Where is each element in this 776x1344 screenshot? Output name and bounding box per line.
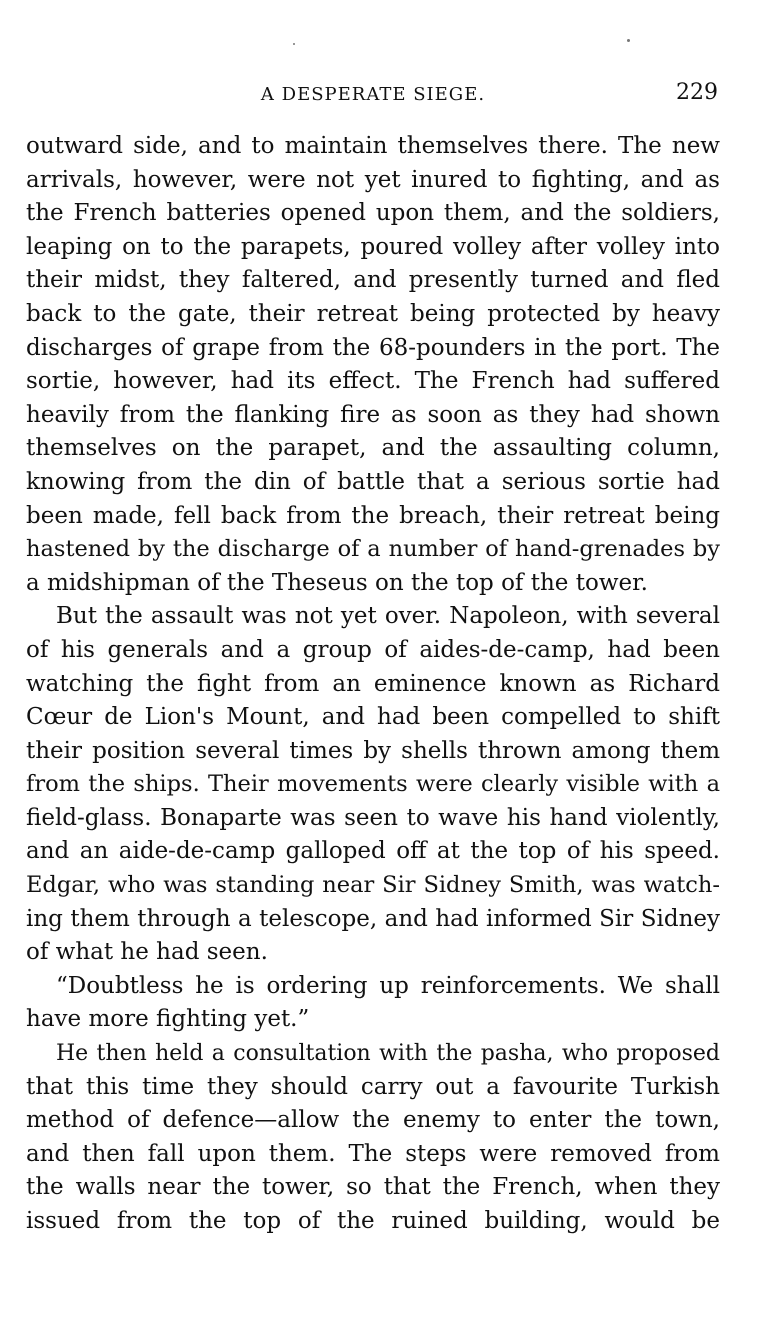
text-line: He then held a consultation with the pasha, who proposed [56, 1041, 720, 1067]
text-line: knowing from the din of battle that a serious sortie had [26, 468, 720, 495]
text-line: field-glass. Bonaparte was seen to wave his hand violently, [26, 804, 720, 831]
text-line: of his generals and a group of aides-de-camp, had been [26, 636, 720, 663]
text-line: Edgar, who was standing near Sir Sidney Smith, was watch- [26, 872, 720, 899]
print-speck [293, 43, 295, 45]
print-speck [627, 39, 630, 42]
text-line: ing them through a telescope, and had informed Sir Sidney [26, 905, 720, 932]
text-line: heavily from the flanking fire as soon as they had shown [26, 401, 720, 428]
text-line: “Doubtless he is ordering up reinforcements. We shall [56, 972, 720, 999]
text-line: the walls near the tower, so that the French, when they [26, 1174, 720, 1201]
running-head: A DESPERATE SIEGE. [260, 84, 486, 105]
text-line: But the assault was not yet over. Napoleon, with several [56, 603, 720, 630]
page-header [26, 80, 720, 110]
text-line: hastened by the discharge of a number of hand-grenades by [26, 536, 720, 563]
text-line: arrivals, however, were not yet inured to fighting, and as [26, 166, 720, 193]
text-line: been made, fell back from the breach, their retreat being [26, 502, 720, 529]
text-line: of what he had seen. [26, 939, 268, 966]
text-line: from the ships. Their movements were clearly visible with a [26, 771, 720, 798]
body-text [26, 130, 720, 1239]
text-line: and an aide-de-camp galloped off at the top of his speed. [26, 838, 720, 865]
text-line: a midshipman of the Theseus on the top of the tower. [26, 569, 648, 596]
text-line: have more fighting yet.” [26, 1006, 310, 1033]
text-line: their midst, they faltered, and presently turned and fled [26, 267, 720, 294]
text-line: that this time they should carry out a favourite Turkish [26, 1073, 720, 1100]
text-line: their position several times by shells thrown among them [26, 737, 720, 764]
text-line: outward side, and to maintain themselves there. The new [26, 133, 720, 159]
text-line: Cœur de Lion's Mount, and had been compelled to shift [26, 704, 720, 731]
text-line: issued from the top of the ruined building, would be [26, 1208, 720, 1234]
text-line: and then fall upon them. The steps were removed from [26, 1140, 720, 1167]
text-line: sortie, however, had its effect. The French had suffered [26, 368, 720, 395]
text-line: watching the fight from an eminence known as Richard [26, 670, 720, 697]
text-line: discharges of grape from the 68-pounders in the port. The [26, 334, 720, 361]
text-line: the French batteries opened upon them, and the soldiers, [26, 200, 720, 227]
text-line: method of defence—allow the enemy to enter the town, [26, 1107, 720, 1134]
text-line: themselves on the parapet, and the assaulting column, [26, 435, 720, 462]
text-line: back to the gate, their retreat being protected by heavy [26, 300, 720, 327]
page-number: 229 [676, 80, 718, 105]
text-line: leaping on to the parapets, poured volley after volley into [26, 233, 720, 260]
